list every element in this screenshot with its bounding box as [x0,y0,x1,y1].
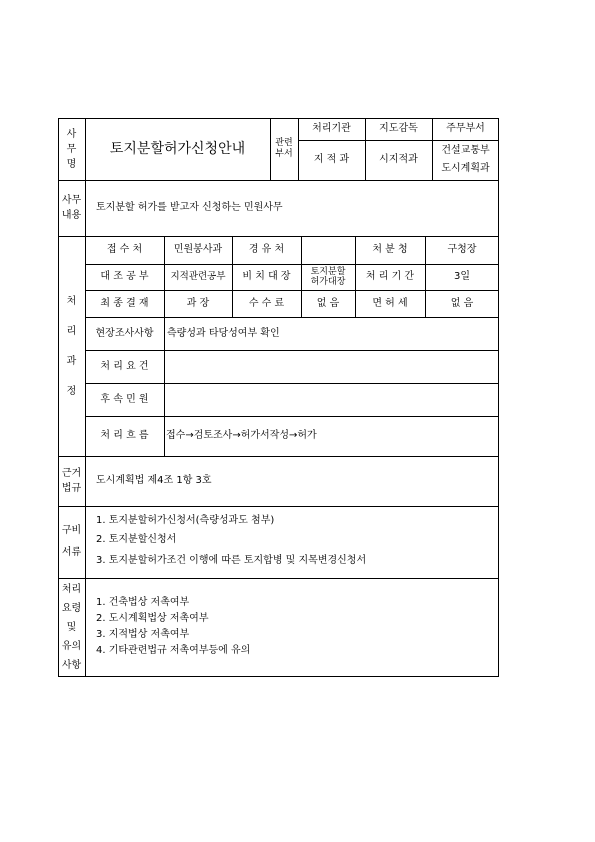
work-content-text: 토지분할 허가를 받고자 신청하는 민원사무 [96,202,283,213]
process-cell: 구청장 [447,244,477,255]
document-item: 1. 토지분할허가신청서(측량성과도 첨부) [96,515,275,526]
process-cell: 수 수 료 [248,297,285,309]
processing-agency-value: 지 적 과 [313,154,350,165]
page-title: 토지분할허가신청안내 [109,141,246,157]
process-cell: 처 리 기 간 [365,271,415,282]
note-item: 3. 지적법상 저촉여부 [96,629,190,640]
process-cell: 3일 [453,271,471,282]
divider [85,578,86,677]
process-cell: 없 음 [450,297,474,309]
process-cell: 민원봉사과 [173,244,223,255]
process-cell: 없 음 [316,297,340,309]
site-survey-value: 측량성과 타당성여부 확인 [167,328,280,339]
requirements-label: 처 리 요 건 [100,360,149,372]
process-cell: 비 치 대 장 [242,271,291,282]
main-dept-value-1: 건설교통부 [441,145,490,156]
documents-label: 구비 서류 [61,525,82,558]
process-cell: 접 수 처 [106,244,143,255]
document-item: 3. 토지분할허가조건 이행에 따른 토지합병 및 지목변경신청서 [96,555,367,566]
divider [58,578,499,579]
divider [85,506,86,578]
supervision-value: 시지적과 [379,154,418,165]
note-item: 1. 건축법상 저촉여부 [96,597,190,608]
process-cell: 최 종 결 재 [100,297,149,309]
divider [58,180,499,181]
processing-agency-label: 처리기관 [312,123,351,134]
divider [85,180,86,236]
supervision-label: 지도감독 [379,123,418,134]
basis-label: 근거 법규 [61,468,82,494]
document-item: 2. 토지분할신청서 [96,534,177,545]
main-dept-value-2: 도시계획과 [441,163,490,174]
related-dept-label: 관련 부서 [275,138,293,159]
process-label: 처 리 과 정 [66,295,77,397]
flow-label: 처 리 흐 름 [100,430,149,441]
process-cell: 처 분 청 [372,244,408,255]
process-cell: 대 조 공 부 [100,271,149,282]
basis-text: 도시계획법 제4조 1항 3호 [96,475,212,486]
process-cell [301,236,355,264]
notes-label: 처리 요령 및 유의 사항 [61,584,82,671]
process-cell: 경 유 처 [248,244,285,255]
main-dept-label: 주무부서 [446,123,485,134]
followup-label: 후 속 민 원 [100,393,149,405]
flow-value: 접수→검토조사→허가서작성→허가 [166,430,317,441]
work-name-label: 사 무 명 [66,128,77,170]
process-cell: 과 장 [186,297,210,309]
process-cell: 면 허 세 [372,297,408,309]
work-content-label: 사무 내용 [61,195,82,221]
site-survey-label: 현장조사사항 [95,327,154,339]
note-item: 2. 도시계획법상 저촉여부 [96,613,209,624]
process-cell: 토지분할 허가대장 [310,267,346,287]
process-cell: 지적관련공부 [170,271,226,283]
divider [85,456,86,506]
note-item: 4. 기타관련법규 저촉여부등에 유의 [96,645,251,656]
divider [58,506,499,507]
divider [58,456,499,457]
